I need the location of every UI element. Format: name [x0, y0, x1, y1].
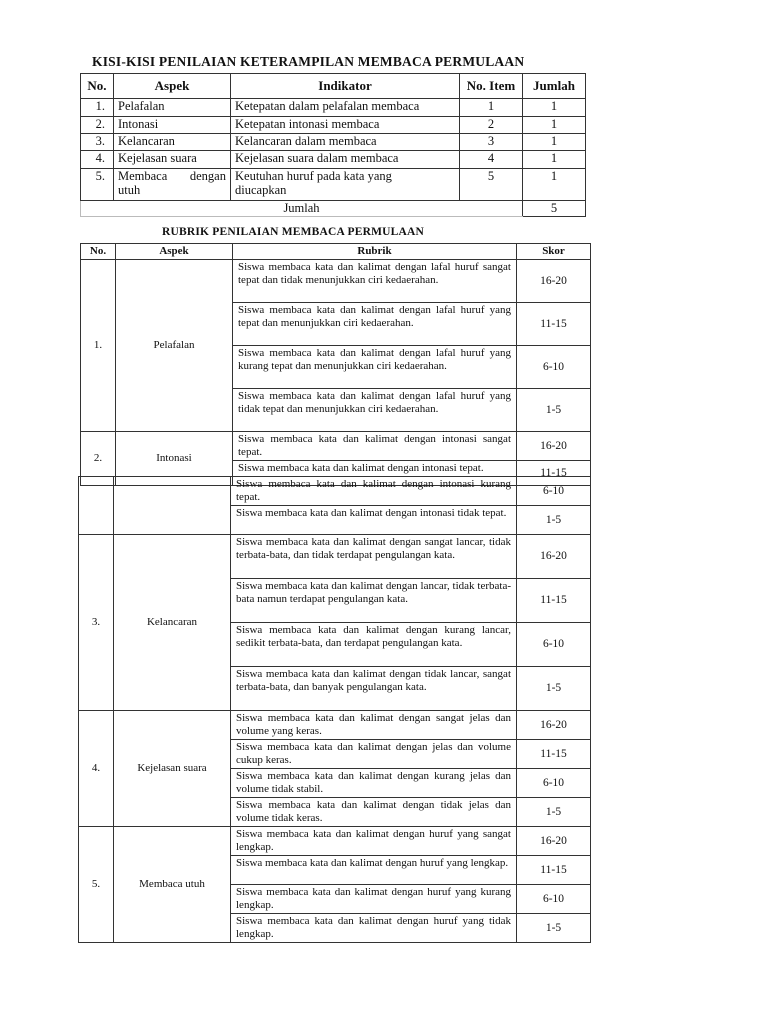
row-aspek: Kejelasan suara: [114, 151, 231, 169]
row-jumlah: 1: [523, 169, 586, 201]
row-item: 4: [460, 151, 523, 169]
rubrik-header-aspek: Aspek: [116, 244, 233, 260]
group-no-continued: [79, 477, 114, 535]
row-aspek: Kelancaran: [114, 134, 231, 151]
row-indikator: Kejelasan suara dalam membaca: [231, 151, 460, 169]
skor: 6-10: [517, 623, 591, 667]
rubrik-text: Siswa membaca kata dan kalimat dengan lafal huruf yang tidak tepat dan menunjukkan ciri kedaerahan.: [233, 389, 517, 432]
row-no: 2.: [81, 117, 114, 134]
group-aspek: Kelancaran: [114, 535, 231, 711]
kisi-kisi-table: [80, 73, 586, 217]
group-no: 3.: [79, 535, 114, 711]
indikator-line-1: Keutuhan huruf pada kata yang: [235, 169, 392, 183]
row-indikator: Ketepatan dalam pelafalan membaca: [231, 99, 460, 117]
skor: 6-10: [517, 477, 591, 506]
rubrik-text: Siswa membaca kata dan kalimat dengan huruf yang lengkap.: [231, 856, 517, 885]
aspek-line-1: Membaca dengan: [118, 169, 226, 183]
skor: 6-10: [517, 769, 591, 798]
skor: 16-20: [517, 432, 591, 461]
rubrik-table-part-1: [80, 243, 591, 486]
table-header-row: [81, 74, 586, 99]
skor: 6-10: [517, 346, 591, 389]
rubrik-header-no: No.: [81, 244, 116, 260]
skor: 1-5: [517, 798, 591, 827]
group-aspek-continued: [114, 477, 231, 535]
total-value: 5: [523, 201, 586, 217]
row-indikator: [231, 169, 460, 201]
rubrik-text: Siswa membaca kata dan kalimat dengan lafal huruf yang tepat dan menunjukkan ciri kedaerahan.: [233, 303, 517, 346]
rubrik-header-skor: Skor: [517, 244, 591, 260]
skor: 11-15: [517, 461, 591, 486]
table-row: [81, 134, 586, 151]
skor: 11-15: [517, 303, 591, 346]
row-aspek: [114, 169, 231, 201]
indikator-line-2: diucapkan: [235, 183, 287, 197]
group-aspek: Pelafalan: [116, 260, 233, 432]
row-jumlah: 1: [523, 117, 586, 134]
rubrik-text: Siswa membaca kata dan kalimat dengan sangat jelas dan volume yang keras.: [231, 711, 517, 740]
group-aspek: Membaca utuh: [114, 827, 231, 943]
row-jumlah: 1: [523, 134, 586, 151]
total-label: Jumlah: [81, 201, 523, 217]
group-no: 5.: [79, 827, 114, 943]
rubrik-text: Siswa membaca kata dan kalimat dengan sangat lancar, tidak terbata-bata, dan tidak terdapat pengulangan kata.: [231, 535, 517, 579]
rubrik-text: Siswa membaca kata dan kalimat dengan huruf yang sangat lengkap.: [231, 827, 517, 856]
rubrik-text: Siswa membaca kata dan kalimat dengan intonasi kurang tepat.: [231, 477, 517, 506]
rubrik-text: Siswa membaca kata dan kalimat dengan jelas dan volume cukup keras.: [231, 740, 517, 769]
rubrik-table-part-2: [78, 476, 591, 943]
skor: 1-5: [517, 506, 591, 535]
rubrik-title: RUBRIK PENILAIAN MEMBACA PERMULAAN: [162, 226, 425, 238]
skor: 16-20: [517, 535, 591, 579]
table-row: [79, 535, 591, 579]
table-row: [79, 827, 591, 856]
rubrik-text: Siswa membaca kata dan kalimat dengan lafal huruf yang kurang tepat dan menunjukkan ciri kedaerahan.: [233, 346, 517, 389]
table-row: [81, 432, 591, 461]
row-item: 2: [460, 117, 523, 134]
rubrik-text: Siswa membaca kata dan kalimat dengan intonasi tidak tepat.: [231, 506, 517, 535]
rubrik-text: Siswa membaca kata dan kalimat dengan huruf yang kurang lengkap.: [231, 885, 517, 914]
row-jumlah: 1: [523, 99, 586, 117]
table-row: [79, 711, 591, 740]
skor: 1-5: [517, 914, 591, 943]
rubrik-text: Siswa membaca kata dan kalimat dengan lancar, tidak terbata-bata namun terdapat pengulangan kata.: [231, 579, 517, 623]
row-no: 4.: [81, 151, 114, 169]
row-item: 3: [460, 134, 523, 151]
rubrik-text: Siswa membaca kata dan kalimat dengan intonasi tepat.: [233, 461, 517, 486]
group-aspek: Intonasi: [116, 432, 233, 486]
row-indikator: Kelancaran dalam membaca: [231, 134, 460, 151]
row-no: 3.: [81, 134, 114, 151]
group-aspek: Kejelasan suara: [114, 711, 231, 827]
skor: 16-20: [517, 260, 591, 303]
rubrik-text: Siswa membaca kata dan kalimat dengan tidak jelas dan volume tidak keras.: [231, 798, 517, 827]
kisi-kisi-title: KISI-KISI PENILAIAN KETERAMPILAN MEMBACA PERMULAAN: [92, 54, 525, 69]
skor: 6-10: [517, 885, 591, 914]
rubrik-text: Siswa membaca kata dan kalimat dengan kurang jelas dan volume tidak stabil.: [231, 769, 517, 798]
skor: 11-15: [517, 740, 591, 769]
row-no: 5.: [81, 169, 114, 201]
skor: 1-5: [517, 667, 591, 711]
rubrik-header-row: [81, 244, 591, 260]
rubrik-text: Siswa membaca kata dan kalimat dengan tidak lancar, sangat terbata-bata, dan banyak pengulangan kata.: [231, 667, 517, 711]
skor: 1-5: [517, 389, 591, 432]
row-no: 1.: [81, 99, 114, 117]
table-row: [81, 117, 586, 134]
skor: 16-20: [517, 827, 591, 856]
rubrik-text: Siswa membaca kata dan kalimat dengan intonasi sangat tepat.: [233, 432, 517, 461]
table-row: [81, 260, 591, 303]
rubrik-text: Siswa membaca kata dan kalimat dengan lafal huruf sangat tepat dan tidak menunjukkan ciri kedaerahan.: [233, 260, 517, 303]
rubrik-text: Siswa membaca kata dan kalimat dengan huruf yang tidak lengkap.: [231, 914, 517, 943]
header-no: No.: [81, 74, 114, 99]
group-no: 4.: [79, 711, 114, 827]
rubrik-text: Siswa membaca kata dan kalimat dengan kurang lancar, sedikit terbata-bata, dan terdapat pengulangan kata.: [231, 623, 517, 667]
group-no: 1.: [81, 260, 116, 432]
table-row: [81, 99, 586, 117]
skor: 11-15: [517, 856, 591, 885]
aspek-line-2: utuh: [118, 183, 141, 197]
row-aspek: Intonasi: [114, 117, 231, 134]
row-item: 1: [460, 99, 523, 117]
header-jumlah: Jumlah: [523, 74, 586, 99]
rubrik-header-rubrik: Rubrik: [233, 244, 517, 260]
table-row: [81, 169, 586, 201]
skor: 16-20: [517, 711, 591, 740]
skor: 11-15: [517, 579, 591, 623]
row-jumlah: 1: [523, 151, 586, 169]
total-row: [81, 201, 586, 217]
row-aspek: Pelafalan: [114, 99, 231, 117]
row-indikator: Ketepatan intonasi membaca: [231, 117, 460, 134]
header-indikator: Indikator: [231, 74, 460, 99]
group-no: 2.: [81, 432, 116, 486]
row-item: 5: [460, 169, 523, 201]
header-aspek: Aspek: [114, 74, 231, 99]
table-row: [79, 477, 591, 506]
header-no-item: No. Item: [460, 74, 523, 99]
table-row: [81, 151, 586, 169]
